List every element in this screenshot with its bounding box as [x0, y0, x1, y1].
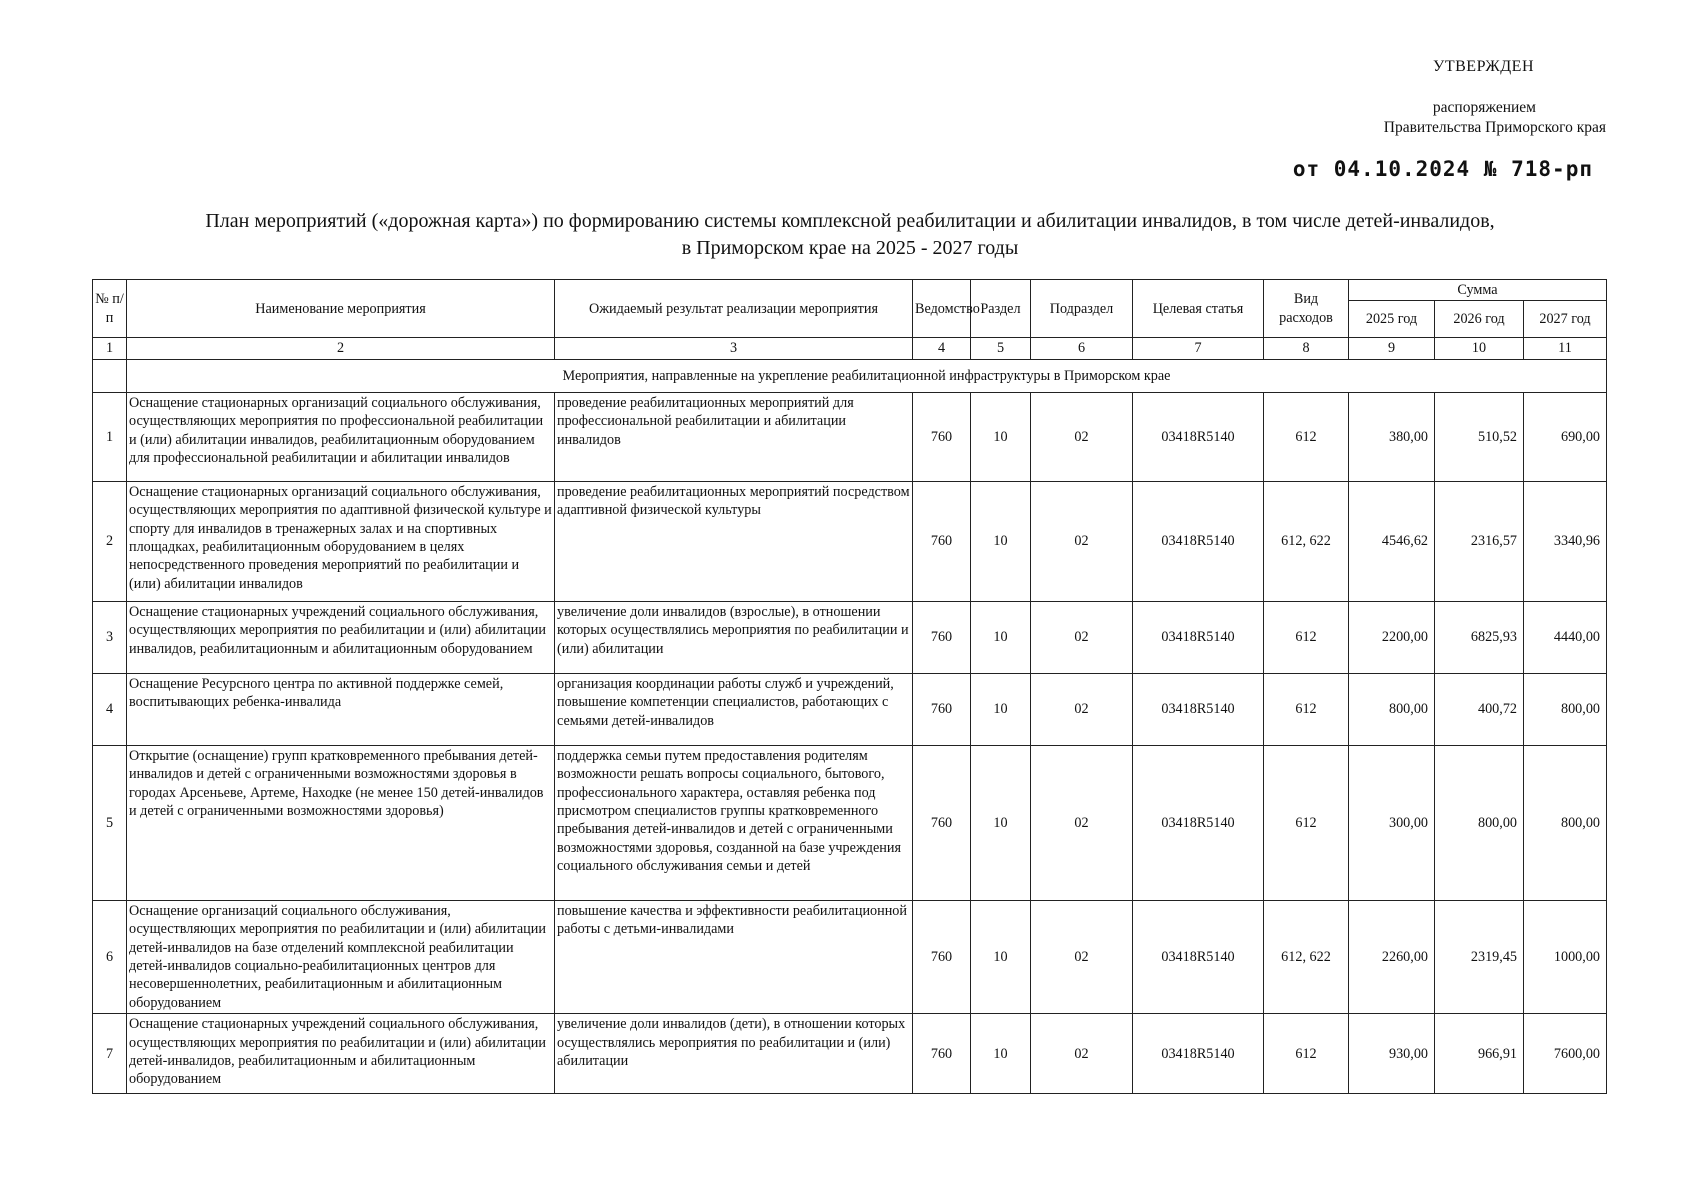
agency-code: 760: [913, 481, 971, 601]
subsection-code: 02: [1031, 900, 1133, 1013]
header-2026: 2026 год: [1435, 301, 1524, 338]
target-article: 03418R5140: [1133, 1014, 1264, 1094]
table-row: [93, 481, 1607, 601]
sum-2025: 380,00: [1349, 392, 1435, 481]
sum-2026: 6825,93: [1435, 601, 1524, 673]
subsection-code: 02: [1031, 392, 1133, 481]
sum-2025: 2200,00: [1349, 601, 1435, 673]
sum-2027: 7600,00: [1524, 1014, 1607, 1094]
target-article: 03418R5140: [1133, 481, 1264, 601]
title-line-1: План мероприятий («дорожная карта») по формированию системы комплексной реабилитации и абилитации инвалидов, в том числе детей-инвалидов,: [205, 210, 1495, 232]
subsection-code: 02: [1031, 1014, 1133, 1094]
column-number: 6: [1031, 338, 1133, 359]
column-number: 7: [1133, 338, 1264, 359]
column-number: 5: [971, 338, 1031, 359]
sum-2027: 1000,00: [1524, 900, 1607, 1013]
expense-type: 612: [1264, 745, 1349, 900]
agency-code: 760: [913, 392, 971, 481]
sum-2027: 4440,00: [1524, 601, 1607, 673]
event-name: Оснащение стационарных организаций социального обслуживания, осуществляющих мероприятия по адаптивной физической культуре и спорту для инвалидов в тренажерных залах и на спортивных площадках, реабилитационным оборудованием в целях непосредственного проведения мероприятий по реабилитации и (или) абилитации инвалидов: [127, 481, 555, 601]
header-agency: Ведомство: [913, 280, 971, 338]
column-number-row: [93, 338, 1607, 359]
subsection-code: 02: [1031, 745, 1133, 900]
agency-code: 760: [913, 1014, 971, 1094]
table-row: [93, 900, 1607, 1013]
column-number: 1: [93, 338, 127, 359]
subsection-code: 02: [1031, 481, 1133, 601]
expected-result: повышение качества и эффективности реабилитационной работы с детьми-инвалидами: [555, 900, 913, 1013]
section-code: 10: [971, 601, 1031, 673]
sum-2027: 690,00: [1524, 392, 1607, 481]
column-number: 11: [1524, 338, 1607, 359]
subsection-code: 02: [1031, 673, 1133, 745]
header-sum: Сумма: [1349, 280, 1607, 301]
row-number: 4: [93, 673, 127, 745]
expected-result: проведение реабилитационных мероприятий для профессиональной реабилитации и абилитации инвалидов: [555, 392, 913, 481]
event-name: Открытие (оснащение) групп кратковременного пребывания детей-инвалидов и детей с ограниченными возможностями здоровья в городах Арсеньеве, Артеме, Находке (не менее 150 детей-инвалидов и детей с ограниченными возможностями здоровья): [127, 745, 555, 900]
target-article: 03418R5140: [1133, 673, 1264, 745]
column-number: 3: [555, 338, 913, 359]
expense-type: 612: [1264, 1014, 1349, 1094]
section-code: 10: [971, 745, 1031, 900]
sum-2026: 2319,45: [1435, 900, 1524, 1013]
sum-2025: 300,00: [1349, 745, 1435, 900]
sum-2026: 800,00: [1435, 745, 1524, 900]
expected-result: проведение реабилитационных мероприятий посредством адаптивной физической культуры: [555, 481, 913, 601]
column-number: 9: [1349, 338, 1435, 359]
event-name: Оснащение стационарных учреждений социального обслуживания, осуществляющих мероприятия по реабилитации и (или) абилитации инвалидов, реабилитационным и абилитационным оборудованием: [127, 601, 555, 673]
table-row: [93, 745, 1607, 900]
agency-code: 760: [913, 673, 971, 745]
column-number: 8: [1264, 338, 1349, 359]
row-number: 1: [93, 392, 127, 481]
row-number: 2: [93, 481, 127, 601]
row-number: 3: [93, 601, 127, 673]
event-name: Оснащение стационарных учреждений социального обслуживания, осуществляющих мероприятия по реабилитации и (или) абилитации детей-инвалидов, реабилитационным и абилитационным оборудованием: [127, 1014, 555, 1094]
sum-2027: 800,00: [1524, 673, 1607, 745]
expense-type: 612: [1264, 392, 1349, 481]
header-expense-type: Вид расходов: [1264, 280, 1349, 338]
target-article: 03418R5140: [1133, 601, 1264, 673]
section-code: 10: [971, 900, 1031, 1013]
sum-2025: 2260,00: [1349, 900, 1435, 1013]
event-name: Оснащение организаций социального обслуживания, осуществляющих мероприятия по реабилитации и (или) абилитации детей-инвалидов на базе отделений комплексной реабилитации детей-инвалидов социально-реабилитационных центров для несовершеннолетних, реабилитационным и абилитационным оборудованием: [127, 900, 555, 1013]
target-article: 03418R5140: [1133, 392, 1264, 481]
row-number: 7: [93, 1014, 127, 1094]
expense-type: 612: [1264, 601, 1349, 673]
column-number: 2: [127, 338, 555, 359]
sum-2027: 800,00: [1524, 745, 1607, 900]
expense-type: 612, 622: [1264, 481, 1349, 601]
sum-2027: 3340,96: [1524, 481, 1607, 601]
table-row: [93, 601, 1607, 673]
expected-result: поддержка семьи путем предоставления родителям возможности решать вопросы социального, бытового, профессионального характера, оставляя ребенка под присмотром специалистов группы кратковременного пребывания детей-инвалидов и детей с ограниченными возможностями здоровья, созданной на базе учреждения социального обслуживания семьи и детей: [555, 745, 913, 900]
sum-2026: 510,52: [1435, 392, 1524, 481]
header-target: Целевая статья: [1133, 280, 1264, 338]
event-name: Оснащение Ресурсного центра по активной поддержке семей, воспитывающих ребенка-инвалида: [127, 673, 555, 745]
event-name: Оснащение стационарных организаций социального обслуживания, осуществляющих мероприятия по профессиональной реабилитации и (или) абилитации инвалидов, реабилитационным оборудованием для профессиональной реабилитации и абилитации инвалидов: [127, 392, 555, 481]
table-row: [93, 392, 1607, 481]
sum-2025: 930,00: [1349, 1014, 1435, 1094]
agency-code: 760: [913, 601, 971, 673]
plan-table: [92, 279, 1607, 1094]
decree-line-2: Правительства Приморского края: [1383, 119, 1606, 136]
header-section: Раздел: [971, 280, 1031, 338]
agency-code: 760: [913, 745, 971, 900]
approved-stamp: УТВЕРЖДЕН: [1433, 58, 1534, 75]
target-article: 03418R5140: [1133, 900, 1264, 1013]
sum-2026: 966,91: [1435, 1014, 1524, 1094]
section-code: 10: [971, 1014, 1031, 1094]
header-2027: 2027 год: [1524, 301, 1607, 338]
column-number: 10: [1435, 338, 1524, 359]
expected-result: увеличение доли инвалидов (дети), в отношении которых осуществлялись мероприятия по реабилитации и (или) абилитации: [555, 1014, 913, 1094]
section-row: [93, 359, 1607, 392]
document-title: [90, 208, 1610, 262]
expense-type: 612: [1264, 673, 1349, 745]
column-number: 4: [913, 338, 971, 359]
expected-result: организация координации работы служб и учреждений, повышение компетенции специалистов, работающих с семьями детей-инвалидов: [555, 673, 913, 745]
approval-block: [1384, 58, 1606, 138]
row-number: 6: [93, 900, 127, 1013]
section-title: Мероприятия, направленные на укрепление реабилитационной инфраструктуры в Приморском крае: [127, 359, 1607, 392]
expense-type: 612, 622: [1264, 900, 1349, 1013]
sum-2026: 400,72: [1435, 673, 1524, 745]
decree-reference: [1384, 98, 1606, 138]
section-code: 10: [971, 481, 1031, 601]
header-name: Наименование мероприятия: [127, 280, 555, 338]
agency-code: 760: [913, 900, 971, 1013]
decree-date-number: от 04.10.2024 № 718-рп: [1292, 157, 1593, 181]
subsection-code: 02: [1031, 601, 1133, 673]
expected-result: увеличение доли инвалидов (взрослые), в отношении которых осуществлялись мероприятия по реабилитации и (или) абилитации: [555, 601, 913, 673]
title-line-2: в Приморском крае на 2025 - 2027 годы: [681, 237, 1019, 259]
table-row: [93, 1014, 1607, 1094]
sum-2025: 4546,62: [1349, 481, 1435, 601]
section-code: 10: [971, 673, 1031, 745]
header-num: № п/п: [93, 280, 127, 338]
row-number: 5: [93, 745, 127, 900]
target-article: 03418R5140: [1133, 745, 1264, 900]
sum-2025: 800,00: [1349, 673, 1435, 745]
section-code: 10: [971, 392, 1031, 481]
sum-2026: 2316,57: [1435, 481, 1524, 601]
table-row: [93, 673, 1607, 745]
header-subsection: Подраздел: [1031, 280, 1133, 338]
decree-line-1: распоряжением: [1432, 99, 1536, 116]
header-2025: 2025 год: [1349, 301, 1435, 338]
header-result: Ожидаемый результат реализации мероприятия: [555, 280, 913, 338]
